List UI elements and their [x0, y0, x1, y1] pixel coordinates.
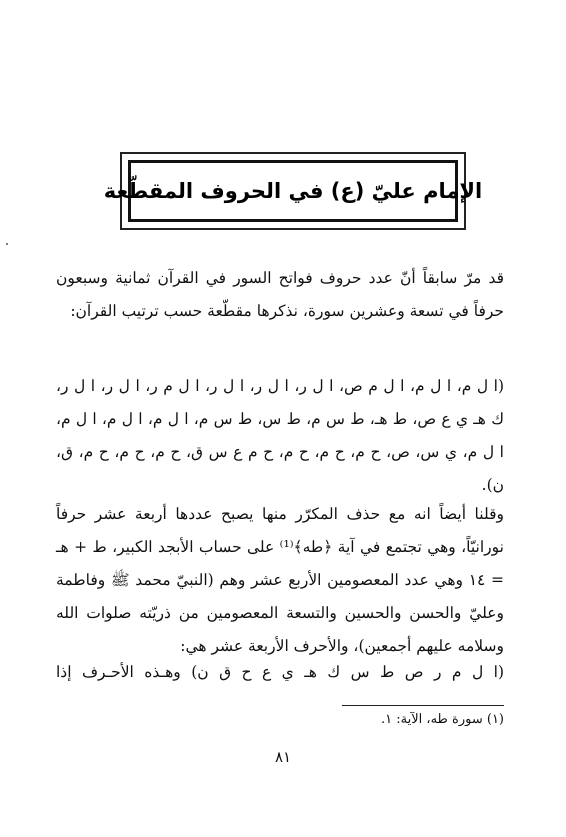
paragraph-letters-list: (ا ل م، ا ل م، ا ل م ص، ا ل ر، ا ل ر، ا ل ر، ا ل م ر، ا ل ر، ا ل ر، ك هـ ي ع ص، ط هـ، ط س م، ط س، ط س م، ا ل م، ا ل م، ا ل م، ا ل م، ي س، ص، ح م، ح م، ح م، ح م ع س ق، ح م، ح م، ح م، ق، ن). [56, 377, 504, 494]
paragraph-fourteen-letters: (ا ل م ر ص ط س ك هـ ي ع ح ق ن) وهـذه الأحـرف إذا [56, 663, 504, 681]
paragraph-explanation: وقلنا أيضاً انه مع حذف المكرّر منها يصبح عددها أربعة عشر حرفاً نورانيّاً، وهي تجتمع في آية ﴿طه﴾⁽¹⁾ على حساب الأبجد الكبير، ط + هـ = ١٤ وهي عدد المعصومين الأربع عشر وهم (النبيّ محمد ﷺ وفاطمة وعليّ والحسن والحسين والتسعة المعصومين من ذريّته صلوات الله وسلامه عليهم أجمعين)، والأحرف الأربعة عشر هي: [56, 505, 504, 655]
title-inner-frame [103, 160, 483, 222]
scan-speck [6, 243, 8, 245]
page-number: ٨١ [274, 748, 292, 766]
paragraph-intro: قد مرّ سابقاً أنّ عدد حروف فواتح السور في القرآن ثمانية وسبعون حرفاً في تسعة وعشرين سورة، نذكرها مقطّعة حسب ترتيب القرآن: [56, 269, 504, 320]
chapter-title: الإمام عليّ (ع) في الحروف المقطّعة [103, 179, 483, 203]
footnote: (١) سورة طه، الآية: ١. [381, 712, 504, 727]
title-frame [103, 152, 483, 230]
footnote-separator [342, 705, 504, 706]
